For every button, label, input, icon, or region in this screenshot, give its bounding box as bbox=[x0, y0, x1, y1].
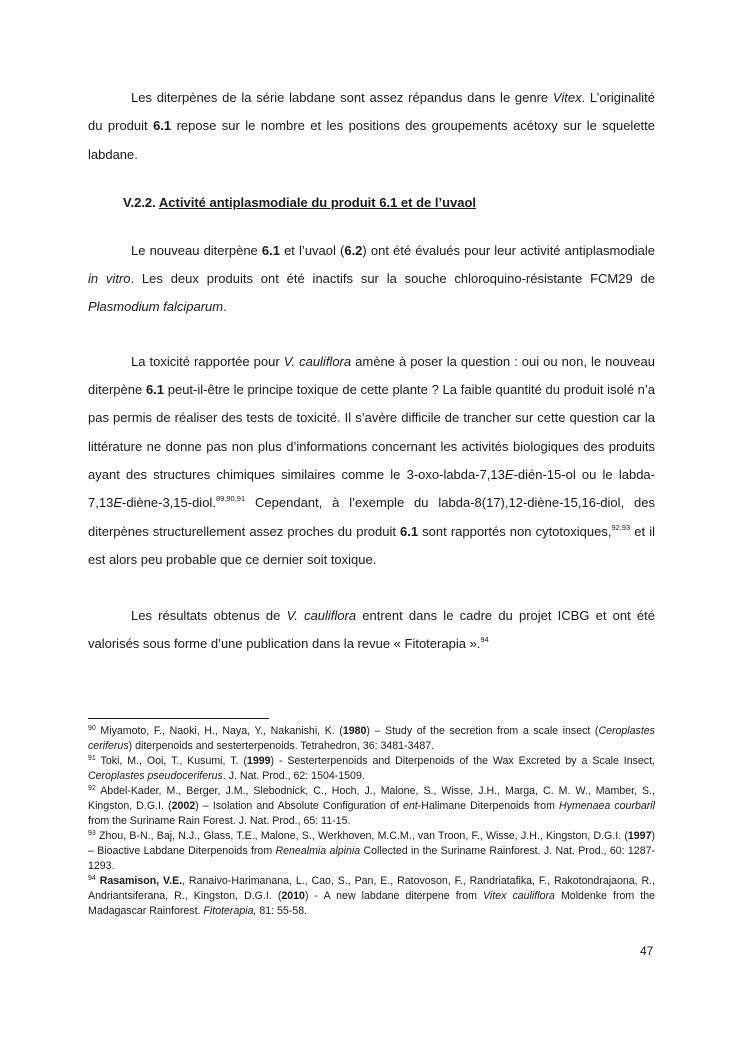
paragraph-publication: Les résultats obtenus de V. cauliflora entrent dans le cadre du projet ICBG et ont été valorisés sous forme d’une publication dans la revue « Fitoterapia ».$^{94}$ bbox=[88, 608, 655, 652]
section-heading bbox=[88, 189, 655, 217]
section-title: Activité antiplasmodiale du produit 6.1 et de l’uvaol bbox=[158, 194, 477, 210]
footnote-ref: 89,90,91 bbox=[215, 494, 246, 504]
paragraph-vitex-labdane: Les diterpènes de la série labdane sont assez répandus dans le genre Vitex. L’originalité du produit 6.1 repose sur le nombre et les positions des groupements acétoxy sur le squelette labdane. bbox=[88, 90, 655, 162]
footnotes bbox=[88, 724, 655, 919]
paragraph-toxicity: La toxicité rapportée pour V. cauliflora amène à poser la question : oui ou non, le nouveau diterpène 6.1 peut-il-être le principe toxique de cette plante ? La faible quantité du produit isolé n’a pas permis de réaliser des tests de toxicité. Il s’avère difficile de trancher sur cette question car la littérature ne donne pas non plus d’informations concernant les activités biologiques des produits ayant des structures chimiques similaires comme le 3-oxo-labda-7,13E-dién-15-ol ou le labda-7,13E-diène-3,15-diol.$^{89,90,91}$ Cependant, à l’exemple du labda-8(17),12-diène-15,16-diol, des diterpènes structurellement assez proches du produit 6.1 sont rapportés non cytotoxiques,$^{92,93}$ et il est alors peu probable que ce dernier soit toxique. bbox=[88, 353, 655, 567]
page-number: 47 bbox=[640, 944, 654, 958]
footnote-ref: 92,93 bbox=[611, 522, 631, 532]
footnote-94: $^{94}$ Rasamison, V.E., Ranaivo-Harimanana, L., Cao, S., Pan, E., Ratovoson, F., Randriatafika, F., Rakotondrajaona, R., Andriantsiferana, R., Kingston, D.G.I. (2010) - A new labdane diterpene from Vitex cauliflora Moldenke from the Madagascar Rainforest. Fitoterapia, 81: 55-58. bbox=[88, 875, 656, 917]
footnote-93: $^{93}$ Zhou, B-N., Baj, N.J., Glass, T.E., Malone, S., Werkhoven, M.C.M., van Troon, F., Wisse, J.H., Kingston, D.G.I. (1997) – Bioactive Labdane Diterpenoids from Renealmia alpinia Collected in the Suriname Rainforest. J. Nat. Prod., 60: 1287-1293. bbox=[88, 830, 656, 872]
paragraph-antiplasmodial: Le nouveau diterpène 6.1 et l’uvaol (6.2) ont été évalués pour leur activité antiplasmodiale in vitro. Les deux produits ont été inactifs sur la souche chloroquino-résistante FCM29 de Plasmodium falciparum. bbox=[88, 242, 655, 315]
footnote-91: $^{91}$ Toki, M., Ooi, T., Kusumi, T. (1999) - Sesterterpenoids and Diterpenoids of the Wax Excreted by a Scale Insect, Ceroplastes pseudoceriferus. J. Nat. Prod., 62: 1504-1509. bbox=[88, 755, 655, 782]
page-body bbox=[88, 84, 655, 659]
footnote-ref: 94 bbox=[480, 635, 489, 645]
footnote-separator bbox=[88, 718, 269, 719]
footnote-92: $^{92}$ Abdel-Kader, M., Berger, J.M., Slebodnick, C., Hoch, J., Malone, S., Wisse, J.H., Marga, C. M. W., Mamber, S., Kingston, D.G.I. (2002) – Isolation and Absolute Configuration of ent-Halimane Diterpenoids from Hymenaea courbaril from the Suriname Rain Forest. J. Nat. Prod., 65: 11-15. bbox=[88, 785, 655, 827]
section-number: V.2.2. bbox=[123, 194, 156, 210]
footnote-90: $^{90}$ Miyamoto, F., Naoki, H., Naya, Y., Nakanishi, K. (1980) – Study of the secretion from a scale insect (Ceroplastes ceriferus) diterpenoids and sesterterpenoids. Tetrahedron, 36: 3481-3487. bbox=[88, 725, 655, 752]
